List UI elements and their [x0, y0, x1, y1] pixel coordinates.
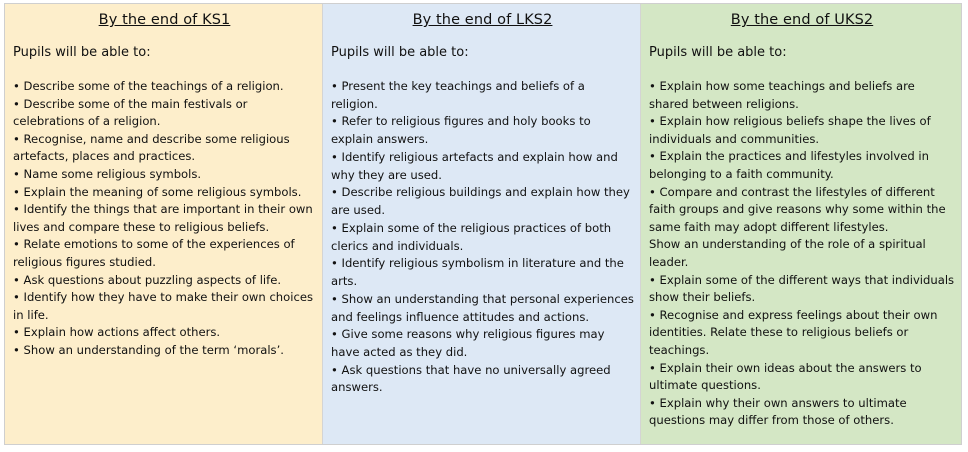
list-item: • Explain how some teachings and beliefs are shared between religions.: [649, 79, 915, 111]
list-item: • Identify the things that are important in their own lives and compare these to religious beliefs.: [13, 202, 313, 234]
list-item: • Explain how religious beliefs shape the lives of individuals and communities.: [649, 114, 931, 146]
list-item: • Identify religious symbolism in literature and the arts.: [331, 256, 624, 289]
list-item: • Describe some of the main festivals or celebrations of a religion.: [13, 96, 248, 129]
list-item: • Name some religious symbols.: [13, 166, 202, 181]
list-item: • Relate emotions to some of the experiences of religious figures studied.: [13, 237, 295, 269]
list-item: Show an understanding of the role of a spiritual leader.: [649, 237, 926, 269]
list-item: • Explain their own ideas about the answers to ultimate questions.: [649, 360, 922, 393]
list-item: • Present the key teachings and beliefs of a religion.: [331, 79, 585, 111]
list-item: • Give some reasons why religious figures may have acted as they did.: [331, 327, 605, 359]
list-item: • Identify how they have to make their own choices in life.: [13, 290, 314, 322]
outcome-list-ks1: [13, 78, 316, 360]
column-intro-uks2: Pupils will be able to:: [649, 45, 787, 60]
list-item: • Explain how actions affect others.: [13, 325, 221, 340]
list-item: • Compare and contrast the lifestyles of different faith groups and give reasons why some within the same faith may adopt different lifestyles.: [649, 184, 946, 234]
outcome-list-uks2: [649, 78, 955, 430]
expectations-table: [4, 3, 962, 445]
list-item: • Explain some of the different ways that individuals show their beliefs.: [649, 272, 955, 305]
column-intro-ks1: Pupils will be able to:: [13, 45, 151, 60]
column-heading-uks2: By the end of UKS2: [730, 12, 874, 28]
list-item: • Ask questions that have no universally agreed answers.: [331, 362, 611, 395]
outcome-list-lks2: [331, 78, 634, 397]
list-item: • Explain the meaning of some religious symbols.: [13, 184, 302, 199]
list-item: • Show an understanding that personal experiences and feelings influence attitudes and actions.: [331, 291, 634, 324]
column-uks2: [641, 4, 961, 444]
column-lks2: [323, 4, 641, 444]
column-ks1: [5, 4, 323, 444]
list-item: • Describe some of the teachings of a religion.: [13, 79, 284, 93]
list-item: • Show an understanding of the term ‘morals’.: [13, 342, 284, 357]
list-item: • Explain why their own answers to ultimate questions may differ from those of others.: [649, 395, 907, 428]
list-item: • Explain some of the religious practices of both clerics and individuals.: [331, 220, 612, 253]
list-item: • Ask questions about puzzling aspects of life.: [13, 272, 282, 287]
column-intro-lks2: Pupils will be able to:: [331, 45, 469, 60]
list-item: • Explain the practices and lifestyles involved in belonging to a faith community.: [649, 149, 929, 181]
list-item: • Refer to religious figures and holy books to explain answers.: [331, 114, 591, 147]
list-item: • Identify religious artefacts and explain how and why they are used.: [331, 149, 618, 182]
column-heading-lks2: By the end of LKS2: [412, 12, 553, 28]
list-item: • Describe religious buildings and explain how they are used.: [331, 185, 630, 218]
list-item: • Recognise, name and describe some religious artefacts, places and practices.: [13, 131, 290, 164]
column-heading-ks1: By the end of KS1: [98, 12, 231, 28]
list-item: • Recognise and express feelings about their own identities. Relate these to religious beliefs or teachings.: [649, 307, 938, 357]
